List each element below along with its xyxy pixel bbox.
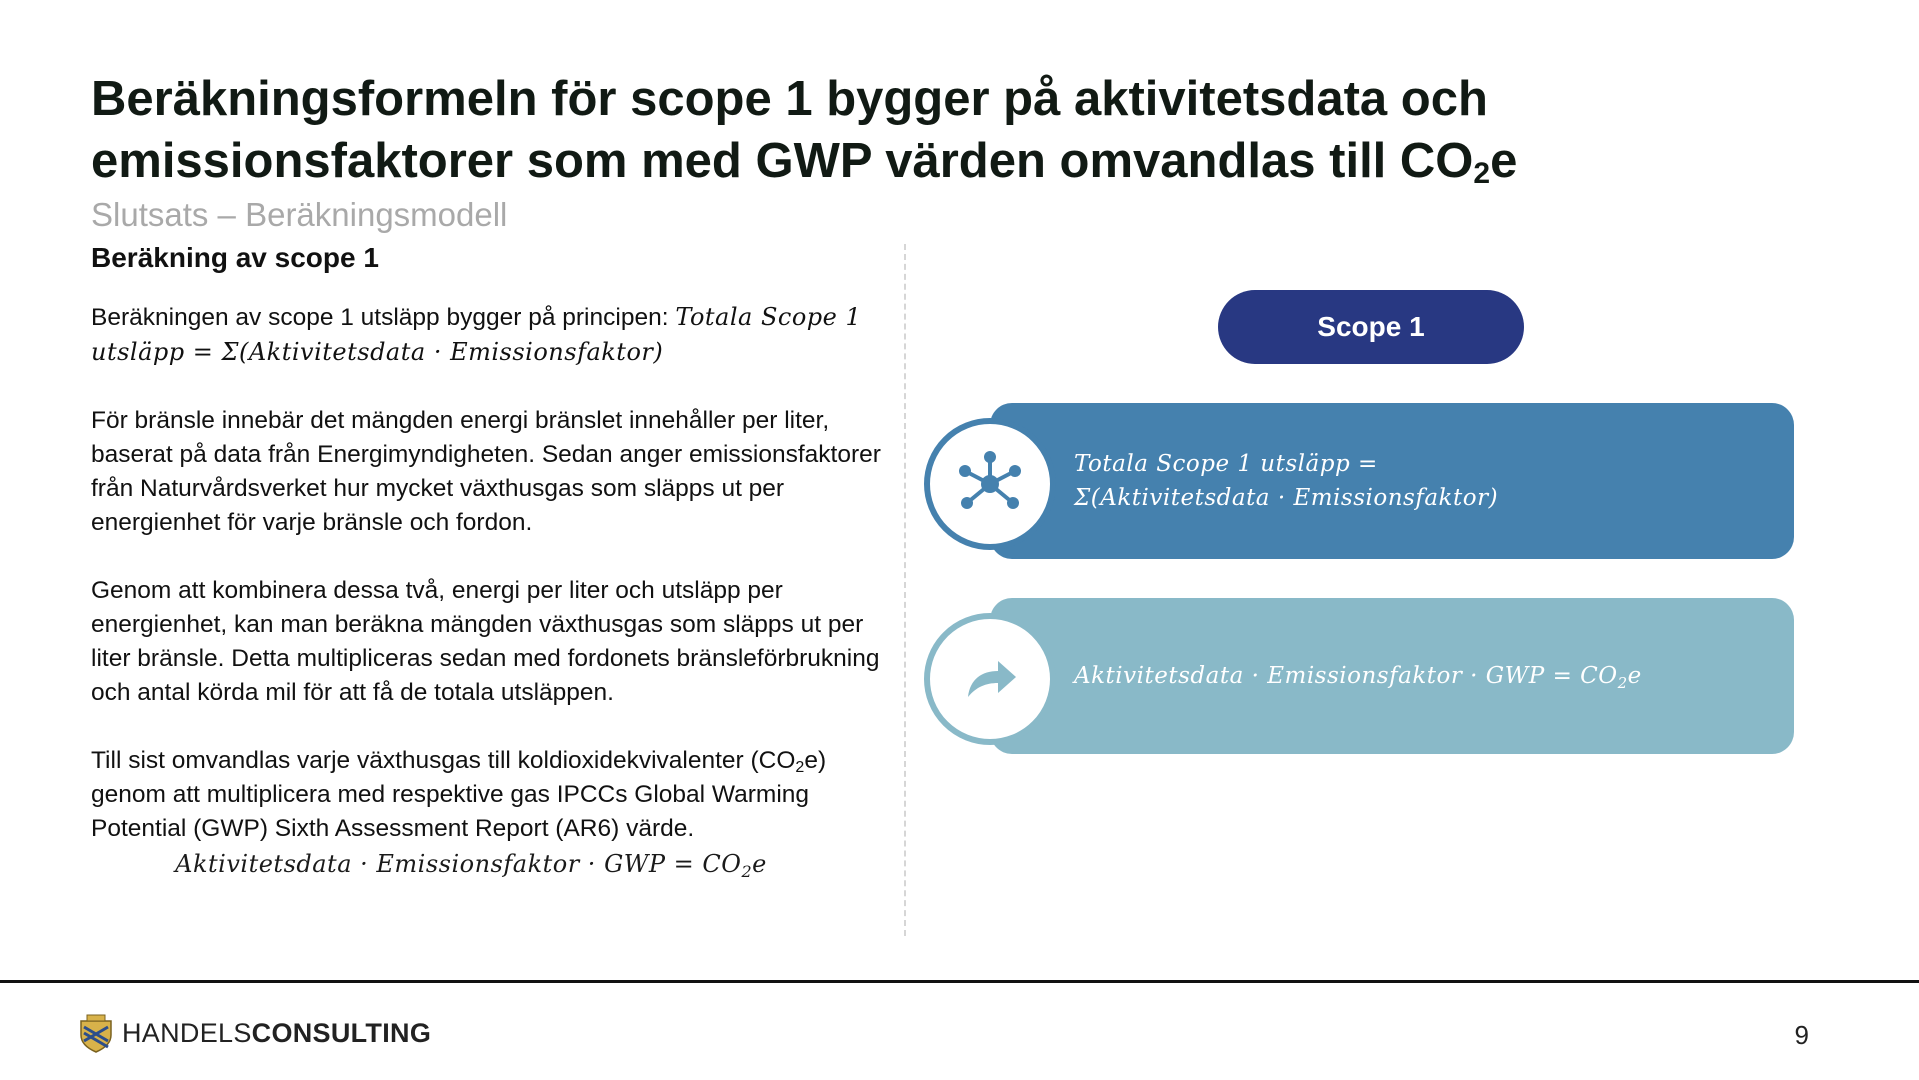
- gwp-formula: [91, 850, 851, 881]
- network-icon-circle: [924, 418, 1056, 550]
- card1-line-1: Totala Scope 1 utsläpp =: [1074, 451, 1378, 477]
- paragraph-combine: Genom att kombinera dessa två, energi per liter och utsläpp per energienhet, kan man beräkna mängden växthusgas som släpps ut per liter bränsle. Detta multipliceras sedan med fordonets bränsleförbrukning och antal körda mil för att få de totala utsläppen.: [91, 577, 880, 706]
- title-subscript: 2: [1473, 157, 1491, 190]
- paragraph-gwp: [91, 744, 891, 846]
- card1-line-2: Σ(Aktivitetsdata · Emissionsfaktor): [1074, 485, 1499, 511]
- section-heading: Beräkning av scope 1: [91, 242, 379, 273]
- left-text-column: [91, 240, 891, 881]
- title-line-1: Beräkningsformeln för scope 1 bygger på aktivitetsdata och: [91, 72, 1488, 126]
- page-number: 9: [1794, 1020, 1809, 1050]
- page-title: [91, 68, 1791, 192]
- logo-bold: CONSULTING: [251, 1017, 432, 1048]
- company-logo: [78, 1013, 431, 1053]
- footer-rule: [0, 980, 1919, 983]
- principle-intro: Beräkningen av scope 1 utsläpp bygger på principen:: [91, 304, 669, 331]
- paragraph-fuel: För bränsle innebär det mängden energi bränslet innehåller per liter, baserat på data från Energimyndigheten. Sedan anger emissionsfaktorer från Naturvårdsverket hur mycket växthusgas som släpps ut per energienhet för varje bränsle och fordon.: [91, 407, 881, 536]
- gwp-text-b: e) genom att multiplicera med respektive gas IPCCs Global Warming Potential (GWP) Sixth Assessment Report (AR6) värde.: [91, 747, 827, 842]
- formula-card-total: [990, 403, 1794, 559]
- title-line-2: emissionsfaktorer som med GWP värden omvandlas till CO: [91, 134, 1474, 188]
- scope-1-pill: Scope 1: [1218, 290, 1524, 364]
- share-icon-circle: [924, 613, 1056, 745]
- gwp-subscript: 2: [795, 759, 805, 776]
- gwp-formula-end: e: [752, 850, 767, 878]
- formula-card-gwp: [990, 598, 1794, 754]
- column-divider: [904, 244, 906, 936]
- page-subtitle: Slutsats – Beräkningsmodell: [91, 196, 508, 233]
- paragraph-principle: [91, 300, 891, 370]
- gwp-formula-main: Aktivitetsdata · Emissionsfaktor · GWP = CO: [175, 850, 742, 878]
- card2-formula: Aktivitetsdata · Emissionsfaktor · GWP = CO: [1074, 663, 1618, 689]
- gwp-text-a: Till sist omvandlas varje växthusgas till koldioxidekvivalenter (CO: [91, 747, 796, 774]
- share-arrow-icon: [958, 647, 1022, 711]
- network-icon: [955, 449, 1025, 519]
- principle-formula: Totala Scope 1 utsläpp = Σ(Aktivitetsdata · Emissionsfaktor): [91, 303, 862, 366]
- gwp-formula-subscript: 2: [741, 862, 753, 881]
- title-end: e: [1490, 134, 1518, 188]
- logo-light: HANDELS: [122, 1017, 252, 1048]
- card2-subscript: 2: [1617, 674, 1628, 692]
- logo-text: [122, 1018, 431, 1049]
- card2-end: e: [1627, 663, 1642, 689]
- crest-icon: [78, 1013, 114, 1053]
- card1-text: [1074, 447, 1498, 515]
- card2-text: [1074, 659, 1642, 693]
